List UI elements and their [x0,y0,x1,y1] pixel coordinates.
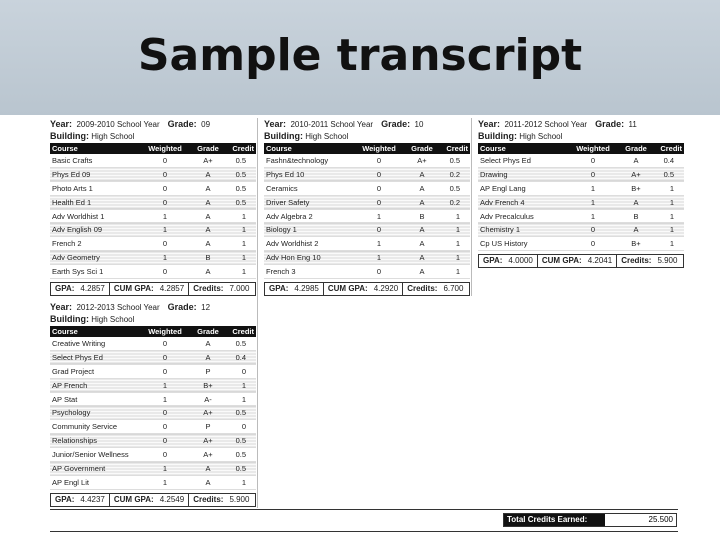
cum-gpa-label: CUM GPA: [541,256,582,266]
course-name: AP Engl Lit [50,475,142,489]
grade-cell: A [188,167,228,181]
table-row [50,195,256,209]
year-value: 2010-2011 School Year [290,120,374,129]
gpa-label: GPA: [269,284,289,294]
course-name: Driver Safety [264,195,356,209]
credit-value: 1 [442,209,470,223]
grade-cell: A+ [616,167,656,181]
credits-label: Credits: [407,284,438,294]
table-row [50,209,256,223]
weighted-value: 1 [142,475,188,489]
weighted-value: 1 [142,223,188,237]
weighted-value: 0 [570,167,616,181]
course-name: Adv French 4 [478,195,570,209]
table-row [50,337,256,350]
weighted-value: 0 [570,154,616,167]
table-row [478,154,684,167]
course-name: AP Government [50,462,142,476]
gpa-summary [50,493,256,507]
credit-value: 1 [228,209,256,223]
course-name: AP French [50,378,142,392]
course-name: Adv Geometry [50,251,142,265]
table-header [50,143,256,154]
credit-value: 1 [228,251,256,265]
grade-value: 09 [201,120,211,129]
horizontal-rule [50,509,678,510]
course-table [50,326,256,490]
grade-cell: A [188,337,228,350]
grade-cell: A+ [188,406,228,420]
weighted-value: 0 [356,195,402,209]
credits-value: 7.000 [229,284,250,294]
credit-value: 0.5 [442,181,470,195]
credit-value: 0 [228,420,256,434]
weighted-value: 0 [570,223,616,237]
course-table [50,143,256,279]
course-name: Adv Worldhist 2 [264,237,356,251]
table-header [478,143,684,154]
table-row [50,167,256,181]
weighted-value: 1 [142,378,188,392]
grade-cell: A [616,195,656,209]
credit-value: 0.5 [228,337,256,350]
course-name: Grad Project [50,364,142,378]
year-label: Year: [50,119,73,129]
grade-cell: B+ [188,378,228,392]
weighted-value: 0 [142,434,188,448]
weighted-value: 0 [356,181,402,195]
weighted-value: 0 [142,364,188,378]
table-row [264,167,470,181]
building-value: High School [305,132,349,141]
gpa-label: GPA: [55,494,75,504]
grade-cell: B+ [616,237,656,251]
weighted-value: 1 [142,209,188,223]
credits-label: Credits: [621,256,652,266]
credit-value: 1 [228,392,256,406]
grade-cell: B [188,251,228,265]
grade-value: 12 [201,303,211,312]
course-name: Phys Ed 10 [264,167,356,181]
course-name: Adv Worldhist 1 [50,209,142,223]
gpa-value: 4.2985 [294,284,319,294]
column-divider [257,118,258,508]
total-credits-value: 25.500 [648,515,673,524]
table-row [50,392,256,406]
column-divider [471,118,472,296]
col-grade: Grade [616,143,656,154]
course-name: Junior/Senior Wellness [50,448,142,462]
grade-cell: A [188,350,228,364]
credit-value: 0.5 [228,167,256,181]
credits-value: 5.900 [657,256,678,266]
table-row [50,462,256,476]
cum-gpa-value: 4.2857 [159,284,185,294]
col-course: Course [50,326,142,337]
grade-cell: A [188,223,228,237]
year-value: 2009-2010 School Year [76,120,160,129]
course-name: Ceramics [264,181,356,195]
grade-cell: P [188,364,228,378]
weighted-value: 1 [356,251,402,265]
table-row [478,195,684,209]
building-label: Building: [264,131,303,141]
credit-value: 0.2 [442,167,470,181]
weighted-value: 0 [142,448,188,462]
table-row [478,167,684,181]
grade-cell: B [402,209,442,223]
credit-value: 1 [442,237,470,251]
weighted-value: 0 [142,265,188,279]
table-row [50,154,256,167]
course-name: Adv Precalculus [478,209,570,223]
weighted-value: 1 [356,237,402,251]
credit-value: 1 [442,223,470,237]
building-label: Building: [478,131,517,141]
year-block-3 [478,118,684,268]
year-label: Year: [478,119,501,129]
credit-value: 1 [228,378,256,392]
course-name: Cp US History [478,237,570,251]
col-credit: Credit [656,143,684,154]
cum-gpa-label: CUM GPA: [113,284,154,294]
course-name: Adv English 09 [50,223,142,237]
credit-value: 1 [442,251,470,265]
col-grade: Grade [188,143,228,154]
gpa-summary [264,282,470,296]
grade-cell: A [402,237,442,251]
weighted-value: 1 [356,209,402,223]
building-header [50,313,256,325]
course-name: Psychology [50,406,142,420]
course-name: Fashn&technology [264,154,356,167]
credits-label: Credits: [193,494,224,504]
course-table [264,143,470,279]
weighted-value: 0 [356,265,402,279]
weighted-value: 0 [356,154,402,167]
credit-value: 0.5 [228,434,256,448]
table-row [478,181,684,195]
weighted-value: 0 [570,237,616,251]
gpa-label: GPA: [483,256,503,266]
gpa-summary [478,254,684,268]
total-credits-box [503,513,677,527]
course-name: French 2 [50,237,142,251]
building-label: Building: [50,314,89,324]
grade-cell: A [402,223,442,237]
weighted-value: 0 [142,237,188,251]
col-grade: Grade [188,326,228,337]
credit-value: 1 [656,223,684,237]
grade-cell: A+ [402,154,442,167]
table-row [50,265,256,279]
course-name: AP Engl Lang [478,181,570,195]
course-name: Select Phys Ed [478,154,570,167]
credit-value: 1 [228,223,256,237]
credits-label: Credits: [193,284,224,294]
course-name: French 3 [264,265,356,279]
grade-cell: A- [188,392,228,406]
table-row [264,154,470,167]
grade-cell: A [402,181,442,195]
course-name: Biology 1 [264,223,356,237]
gpa-value: 4.0000 [508,256,533,266]
building-header [264,130,470,142]
grade-cell: A [188,462,228,476]
col-credit: Credit [228,143,256,154]
course-name: Basic Crafts [50,154,142,167]
year-header [50,118,256,130]
grade-cell: A [402,251,442,265]
credit-value: 0.5 [228,154,256,167]
col-course: Course [264,143,356,154]
weighted-value: 0 [142,420,188,434]
grade-label: Grade: [167,302,197,312]
col-course: Course [478,143,570,154]
grade-value: 11 [628,120,637,129]
grade-cell: A [188,181,228,195]
col-grade: Grade [402,143,442,154]
weighted-value: 1 [570,209,616,223]
horizontal-rule [50,531,678,532]
credit-value: 0.5 [228,448,256,462]
gpa-summary [50,282,256,296]
course-name: Adv Algebra 2 [264,209,356,223]
credit-value: 0.5 [228,195,256,209]
credits-value: 5.900 [229,494,250,504]
table-row [50,406,256,420]
credit-value: 1 [228,237,256,251]
table-row [478,209,684,223]
year-header [50,301,256,313]
credit-value: 0.5 [228,181,256,195]
table-row [50,378,256,392]
grade-cell: A [188,475,228,489]
credit-value: 0.4 [228,350,256,364]
table-header [50,326,256,337]
table-row [50,251,256,265]
year-block-1 [50,118,256,296]
course-table [478,143,684,251]
year-label: Year: [50,302,73,312]
course-name: Earth Sys Sci 1 [50,265,142,279]
cum-gpa-label: CUM GPA: [327,284,368,294]
table-row [50,181,256,195]
credit-value: 0 [228,364,256,378]
weighted-value: 0 [356,223,402,237]
grade-cell: A [188,265,228,279]
credit-value: 1 [228,475,256,489]
grade-cell: A [616,154,656,167]
gpa-label: GPA: [55,284,75,294]
course-name: Drawing [478,167,570,181]
course-name: Chemistry 1 [478,223,570,237]
col-credit: Credit [442,143,470,154]
course-name: Select Phys Ed [50,350,142,364]
table-row [264,223,470,237]
total-credits-label: Total Credits Earned: [504,514,605,526]
col-weighted: Weighted [356,143,402,154]
course-name: Creative Writing [50,337,142,350]
course-name: Phys Ed 09 [50,167,142,181]
course-name: Community Service [50,420,142,434]
grade-cell: A+ [188,448,228,462]
weighted-value: 0 [142,167,188,181]
grade-cell: A [616,223,656,237]
table-row [264,251,470,265]
year-header [264,118,470,130]
weighted-value: 0 [142,337,188,350]
credits-value: 6.700 [443,284,464,294]
cum-gpa-value: 4.2549 [159,494,185,504]
table-row [50,448,256,462]
year-label: Year: [264,119,287,129]
weighted-value: 0 [142,181,188,195]
year-block-2 [264,118,470,296]
weighted-value: 1 [142,392,188,406]
course-name: AP Stat [50,392,142,406]
table-row [264,265,470,279]
grade-cell: P [188,420,228,434]
cum-gpa-label: CUM GPA: [113,494,154,504]
col-weighted: Weighted [142,143,188,154]
weighted-value: 0 [142,350,188,364]
course-name: Adv Hon Eng 10 [264,251,356,265]
table-row [478,223,684,237]
col-weighted: Weighted [570,143,616,154]
grade-cell: B [616,209,656,223]
table-row [50,364,256,378]
building-label: Building: [50,131,89,141]
credit-value: 0.5 [442,154,470,167]
weighted-value: 0 [142,154,188,167]
grade-cell: A+ [188,434,228,448]
slide-title: Sample transcript [137,30,583,81]
cum-gpa-value: 4.2920 [373,284,399,294]
table-row [50,420,256,434]
weighted-value: 1 [142,462,188,476]
building-value: High School [91,315,135,324]
building-header [50,130,256,142]
weighted-value: 1 [570,181,616,195]
credit-value: 0.4 [656,154,684,167]
credit-value: 1 [656,181,684,195]
table-row [264,209,470,223]
cum-gpa-value: 4.2041 [587,256,613,266]
grade-label: Grade: [595,119,625,129]
table-row [50,223,256,237]
weighted-value: 1 [570,195,616,209]
grade-label: Grade: [381,119,411,129]
credit-value: 0.5 [228,406,256,420]
credit-value: 1 [656,209,684,223]
credit-value: 1 [228,265,256,279]
table-row [478,237,684,251]
course-name: Relationships [50,434,142,448]
grade-cell: A [402,195,442,209]
grade-cell: A [402,265,442,279]
table-row [50,350,256,364]
course-name: Photo Arts 1 [50,181,142,195]
grade-cell: A [402,167,442,181]
col-weighted: Weighted [142,326,188,337]
credit-value: 1 [442,265,470,279]
year-value: 2011-2012 School Year [504,120,588,129]
table-header [264,143,470,154]
col-credit: Credit [228,326,256,337]
table-row [50,237,256,251]
credit-value: 0.5 [656,167,684,181]
table-row [264,195,470,209]
gpa-value: 4.2857 [80,284,105,294]
grade-cell: B+ [616,181,656,195]
grade-cell: A+ [188,154,228,167]
year-value: 2012-2013 School Year [76,303,160,312]
table-row [50,475,256,489]
building-value: High School [91,132,135,141]
table-row [264,181,470,195]
weighted-value: 1 [142,251,188,265]
course-name: Health Ed 1 [50,195,142,209]
year-block-4 [50,301,256,507]
building-value: High School [519,132,563,141]
table-row [50,434,256,448]
gpa-value: 4.4237 [80,494,105,504]
credit-value: 0.2 [442,195,470,209]
grade-cell: A [188,237,228,251]
table-row [264,237,470,251]
grade-cell: A [188,209,228,223]
year-header [478,118,684,130]
grade-cell: A [188,195,228,209]
credit-value: 1 [656,195,684,209]
weighted-value: 0 [356,167,402,181]
col-course: Course [50,143,142,154]
credit-value: 1 [656,237,684,251]
grade-label: Grade: [167,119,197,129]
building-header [478,130,684,142]
grade-value: 10 [414,120,424,129]
weighted-value: 0 [142,406,188,420]
weighted-value: 0 [142,195,188,209]
credit-value: 0.5 [228,462,256,476]
